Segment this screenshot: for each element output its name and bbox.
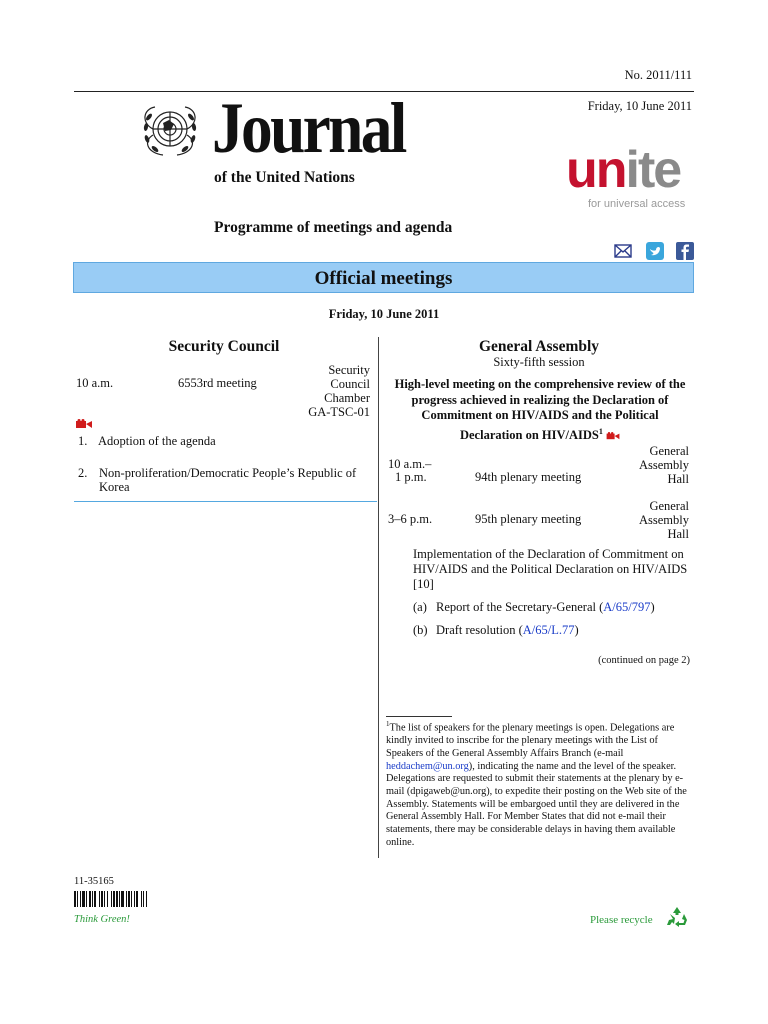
column-divider <box>378 337 379 858</box>
unite-logo-word-2: ite <box>625 141 681 199</box>
un-emblem-icon <box>137 101 203 161</box>
barcode-bar <box>128 891 130 907</box>
barcode-bar <box>94 891 96 907</box>
barcode-bar <box>74 891 76 907</box>
barcode-bar <box>80 891 81 907</box>
barcode-bar <box>82 891 85 907</box>
think-green-text: Think Green! <box>74 914 130 925</box>
ga-sub-item-text: Report of the Secretary-General ( <box>436 600 604 614</box>
issue-date: Friday, 10 June 2011 <box>587 99 692 113</box>
high-level-meeting-title <box>390 377 690 443</box>
barcode-bar <box>146 891 147 907</box>
ga-location-line: Hall <box>667 472 689 486</box>
barcode-bar <box>92 891 93 907</box>
barcode-bar <box>113 891 115 907</box>
hlm-text: High-level meeting on the comprehensive review of the progress achieved in realizing the Declaration of Commitment on HIV/AIDS and the Political Declaration on HIV/AIDS <box>394 377 686 442</box>
sc-meeting-name: 6553rd meeting <box>178 376 257 390</box>
barcode-bar <box>119 891 120 907</box>
general-assembly-title: General Assembly <box>478 338 600 355</box>
ga-agenda-item: Implementation of the Declaration of Commitment on HIV/AIDS and the Political Declaration on HIV/AIDS [10] <box>413 547 688 591</box>
email-link[interactable]: heddachem@un.org <box>386 760 469 772</box>
footnote-marker[interactable]: 1 <box>598 426 603 436</box>
ga-meeting-name: 94th plenary meeting <box>475 470 582 484</box>
barcode-bar <box>121 891 124 907</box>
sc-agenda-text: Non-proliferation/Democratic People’s Republic of Korea <box>99 466 357 494</box>
ga-meeting-location <box>600 444 689 486</box>
security-council-rule <box>74 501 377 502</box>
unite-logo <box>560 142 698 214</box>
barcode-bar <box>141 891 142 907</box>
barcode-bar <box>126 891 127 907</box>
barcode-bar <box>131 891 132 907</box>
barcode-bar <box>136 891 138 907</box>
footnote-text: ), indicating the name and the level of the speaker. Delegations are requested to submit their statements at the plenary by e-mail (dpigaweb@un.org), to expedite their posting on the Web site of the Assembly. Statements will be embargoed until they are delivered in the General Assembly Hall. For Member States that did not e-mail their statements, there may be considerable delays in having them available online. <box>386 760 687 848</box>
sc-agenda-item <box>78 434 374 448</box>
barcode-bar <box>134 891 135 907</box>
ga-meeting-time: 1 p.m. <box>395 470 427 484</box>
document-link[interactable]: A/65/797 <box>603 600 651 614</box>
barcode-bar <box>101 891 103 907</box>
ga-location-line: General <box>649 499 689 513</box>
footnote-text: The list of speakers for the plenary meetings is open. Delegations are kindly invited to inscribe for the plenary meetings with the List of Speakers of the General Assembly Affairs Branch (e-mail <box>386 722 675 759</box>
ga-sub-item-close: ) <box>650 600 655 614</box>
ga-sub-item <box>413 600 655 614</box>
recycle-icon <box>665 905 689 929</box>
footnote-number: 1 <box>386 720 390 728</box>
document-number: No. 2011/111 <box>624 68 692 82</box>
security-council-title: Security Council <box>168 338 280 355</box>
ga-meeting-location <box>600 499 689 541</box>
ga-location-line: Assembly <box>639 458 689 472</box>
sc-agenda-num: 1. <box>78 434 88 448</box>
facebook-icon[interactable] <box>676 242 694 260</box>
barcode-bar <box>89 891 91 907</box>
barcode-bar <box>104 891 105 907</box>
document-link[interactable]: A/65/L.77 <box>522 623 575 637</box>
barcode-bar <box>77 891 78 907</box>
sc-agenda-text: Adoption of the agenda <box>98 434 216 448</box>
footnote-rule <box>386 716 452 717</box>
ga-sub-item-label: (b) <box>413 623 428 637</box>
sc-location-line: Security <box>328 363 370 377</box>
ga-meeting-time: 3–6 p.m. <box>388 512 433 526</box>
sc-meeting-time: 10 a.m. <box>76 376 114 390</box>
journal-subtitle: of the United Nations <box>214 169 355 186</box>
ga-location-line: Hall <box>667 527 689 541</box>
official-meetings-banner: Official meetings <box>73 262 694 293</box>
ga-sub-item-close: ) <box>574 623 579 637</box>
ga-location-line: Assembly <box>639 513 689 527</box>
footnote <box>386 718 696 849</box>
ga-session: Sixty-fifth session <box>493 355 585 369</box>
barcode-bar <box>111 891 112 907</box>
please-recycle-text: Please recycle <box>590 914 653 926</box>
unite-logo-tagline: for universal access <box>588 198 686 210</box>
unite-logo-word-1: un <box>566 141 626 199</box>
ga-sub-item <box>413 623 579 637</box>
sc-meeting-location <box>270 363 370 419</box>
barcode-bar <box>107 891 108 907</box>
sc-agenda-num: 2. <box>78 466 88 480</box>
barcode <box>74 891 190 907</box>
barcode-bar <box>116 891 118 907</box>
sc-location-line: GA-TSC-01 <box>308 405 370 419</box>
barcode-number: 11-35165 <box>74 876 114 887</box>
programme-title: Programme of meetings and agenda <box>214 219 453 236</box>
ga-location-line: General <box>649 444 689 458</box>
ga-meeting-time: 10 a.m.– <box>388 457 432 471</box>
continued-note: (continued on page 2) <box>598 655 690 666</box>
sc-location-line: Council <box>330 377 370 391</box>
ga-sub-item-text: Draft resolution ( <box>436 623 523 637</box>
meetings-date: Friday, 10 June 2011 <box>328 307 440 321</box>
barcode-bar <box>99 891 100 907</box>
email-icon[interactable] <box>614 242 632 260</box>
journal-title: Journal <box>212 88 405 168</box>
ga-sub-item-label: (a) <box>413 600 427 614</box>
barcode-bar <box>86 891 87 907</box>
webcast-camera-icon[interactable] <box>606 432 620 440</box>
ga-meeting-name: 95th plenary meeting <box>475 512 582 526</box>
sc-agenda-item <box>78 466 374 494</box>
sc-location-line: Chamber <box>324 391 370 405</box>
twitter-icon[interactable] <box>646 242 664 260</box>
barcode-bar <box>143 891 144 907</box>
webcast-camera-icon[interactable] <box>76 419 92 429</box>
